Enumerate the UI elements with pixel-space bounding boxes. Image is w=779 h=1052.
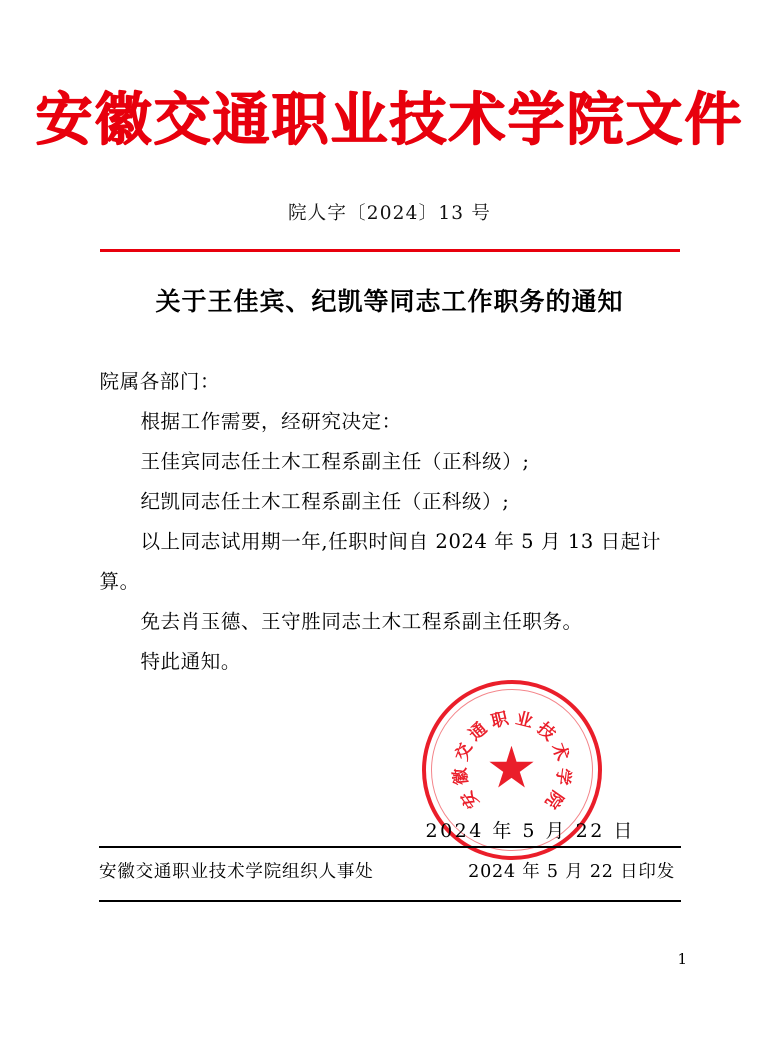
footer-issuer: 安徽交通职业技术学院组织人事处 (99, 862, 374, 882)
document-number: 院人字〔2024〕13 号 (287, 203, 492, 225)
footer-print-date: 2024 年 5 月 22 日印发 (468, 862, 675, 882)
footer-bottom-rule (99, 900, 681, 902)
body-paragraph-4: 以上同志试用期一年,任职时间自 2024 年 5 月 13 日起计算。 (99, 529, 661, 593)
body-paragraph-2: 王佳宾同志任土木工程系副主任（正科级）; (140, 449, 530, 473)
signature-date: 2024 年 5 月 22 日 (425, 819, 635, 842)
signature-block (100, 688, 680, 868)
page-number: 1 (677, 950, 687, 968)
document-header (0, 86, 779, 252)
body-paragraph-5: 免去肖玉德、王守胜同志土木工程系副主任职务。 (140, 609, 583, 633)
salutation: 院属各部门： (99, 369, 221, 393)
footer-top-rule (99, 846, 681, 848)
red-divider-rule (100, 249, 680, 252)
body-paragraph-3: 纪凯同志任土木工程系副主任（正科级）; (140, 489, 510, 513)
document-title: 安徽交通职业技术学院文件 (35, 86, 744, 153)
footer-row (99, 858, 681, 883)
body-paragraph-6: 特此通知。 (140, 649, 241, 673)
document-subject: 关于王佳宾、纪凯等同志工作职务的通知 (155, 286, 624, 316)
body-paragraph-1: 根据工作需要，经研究决定： (140, 409, 402, 433)
seal-ring-text: 安 徽 交 通 职 业 技 术 学 院 (449, 708, 574, 812)
document-body (100, 362, 680, 682)
